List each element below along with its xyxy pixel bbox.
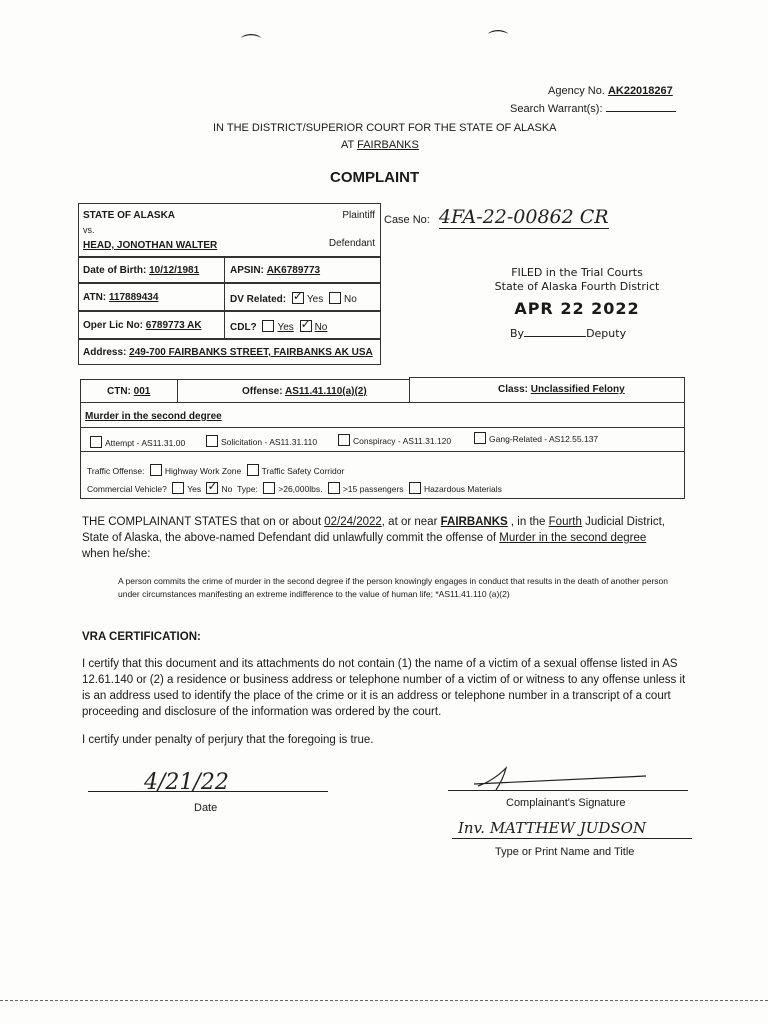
ctn-value: 001 bbox=[133, 386, 151, 397]
type-passengers-checkbox[interactable] bbox=[328, 482, 340, 494]
perjury-statement: I certify under penalty of perjury that the foregoing is true. bbox=[82, 734, 374, 746]
statement: THE COMPLAINANT STATES that on or about 02/24/2022, at or near FAIRBANKS , in the Fourth Judicial District, State of Alaska, the above-named Defendant did unlawfully commit the offense of Murder in the second degree when he/she: bbox=[82, 516, 665, 560]
stamp-line-1: FILED in the Trial Courts bbox=[511, 266, 643, 279]
traffic-cell: Traffic Offense: Highway Work Zone Traffic Safety Corridor Commercial Vehicle? Yes ✓ No Type: >26,000lbs. >15 passengers Hazardous Materials bbox=[80, 451, 685, 499]
defendant-name: HEAD, JONOTHAN WALTER bbox=[83, 240, 218, 251]
stamp-date: APR 22 2022 bbox=[514, 299, 640, 318]
vra-text: I certify that this document and its attachments do not contain (1) the name of a victim of a sexual offense listed in AS 12.61.140 or (2) a residence or business address or telephone number of a victim of or witness to any offense unless it is an address used to identify the place of the crime or it is an address or telephone number in a transcript of a court proceeding and disclosure of the information was ordered by the court. bbox=[82, 658, 686, 718]
date-line bbox=[88, 791, 328, 792]
dv-no-checkbox[interactable] bbox=[329, 292, 341, 304]
signature-line bbox=[448, 790, 688, 791]
hole-mark-left: ⌒ bbox=[241, 34, 261, 56]
dob-value: 10/12/1981 bbox=[149, 265, 200, 276]
ctn-cell: CTN: 001 bbox=[80, 379, 178, 403]
conspiracy-checkbox[interactable] bbox=[338, 434, 350, 446]
search-warrant bbox=[510, 103, 676, 115]
name-title-label: Type or Print Name and Title bbox=[495, 846, 635, 858]
signature-label: Complainant's Signature bbox=[506, 797, 626, 809]
agency-label: Agency No. bbox=[548, 85, 605, 97]
offense-place: FAIRBANKS bbox=[440, 516, 508, 528]
agency-number bbox=[548, 85, 673, 97]
dv-cell: DV Related: ✓ Yes No bbox=[224, 283, 381, 311]
defendant-label: Defendant bbox=[328, 238, 375, 249]
atn-value: 117889434 bbox=[108, 292, 159, 303]
highway-checkbox[interactable] bbox=[150, 464, 162, 476]
vs-label: vs. bbox=[83, 225, 95, 235]
plaintiff-name: STATE OF ALASKA bbox=[83, 210, 176, 221]
plaintiff-label: Plaintiff bbox=[342, 210, 375, 221]
date-label: Date bbox=[194, 802, 218, 814]
address-value: 249-700 FAIRBANKS STREET, FAIRBANKS AK USA bbox=[129, 347, 373, 358]
class-cell: Class: Unclassified Felony bbox=[409, 377, 685, 403]
parties-cell bbox=[78, 203, 381, 257]
class-value: Unclassified Felony bbox=[530, 384, 625, 395]
page-title: COMPLAINT bbox=[330, 169, 420, 186]
gang-checkbox[interactable] bbox=[474, 432, 486, 444]
filed-stamp: FILED in the Trial Courts State of Alaska Fourth District APR 22 2022 By Deputy bbox=[492, 266, 662, 340]
court-location: FAIRBANKS bbox=[357, 139, 419, 151]
court-at: AT FAIRBANKS bbox=[341, 139, 419, 151]
stamp-line-2: State of Alaska Fourth District bbox=[494, 280, 660, 293]
safety-checkbox[interactable] bbox=[247, 464, 259, 476]
dv-yes-checkbox[interactable] bbox=[292, 292, 304, 304]
modifiers-cell: Attempt - AS11.31.00 Solicitation - AS11.31.110 Conspiracy - AS11.31.120 Gang-Related - AS12.55.137 bbox=[80, 427, 685, 452]
attempt-checkbox[interactable] bbox=[90, 436, 102, 448]
cv-no-checkbox[interactable] bbox=[206, 482, 218, 494]
court-line: IN THE DISTRICT/SUPERIOR COURT FOR THE STATE OF ALASKA bbox=[213, 122, 557, 134]
case-number bbox=[384, 206, 609, 228]
case-label: Case No: bbox=[384, 214, 430, 226]
district: Fourth bbox=[548, 516, 582, 528]
offense-value: AS11.41.110(a)(2) bbox=[284, 386, 367, 397]
oper-cell: Oper Lic No: 6789773 AK bbox=[78, 311, 225, 339]
bottom-rule bbox=[0, 1000, 768, 1001]
cv-yes-checkbox[interactable] bbox=[172, 482, 184, 494]
name-line bbox=[452, 838, 692, 839]
oper-value: 6789773 AK bbox=[145, 320, 202, 331]
vra-heading: VRA CERTIFICATION: bbox=[82, 631, 201, 643]
apsin-value: AK6789773 bbox=[266, 265, 321, 276]
solicitation-checkbox[interactable] bbox=[206, 435, 218, 447]
apsin-cell: APSIN: AK6789773 bbox=[224, 257, 381, 283]
type-weight-checkbox[interactable] bbox=[263, 482, 275, 494]
statement-offense: Murder in the second degree bbox=[499, 532, 647, 544]
offense-definition: A person commits the crime of murder in the second degree if the person knowingly engages in conduct that results in the death of another person under circumstances manifesting an extreme indifference to the value of human life; *AS11.41.110 (a)(2) bbox=[118, 576, 668, 599]
case-value: 4FA-22-00862 CR bbox=[438, 206, 609, 228]
warrant-label: Search Warrant(s): bbox=[510, 103, 603, 115]
offense-name: Murder in the second degree bbox=[85, 411, 222, 422]
dob-cell: Date of Birth: 10/12/1981 bbox=[78, 257, 225, 283]
cdl-cell: CDL? Yes ✓ No bbox=[224, 311, 381, 339]
offense-date: 02/24/2022 bbox=[324, 516, 382, 528]
cdl-no-checkbox[interactable] bbox=[300, 320, 312, 332]
offense-name-cell bbox=[80, 402, 685, 428]
printed-name: Inv. MATTHEW JUDSON bbox=[458, 819, 647, 837]
signed-date: 4/21/22 bbox=[144, 770, 229, 795]
atn-cell: ATN: 117889434 bbox=[78, 283, 225, 311]
hole-mark-right: ⌒ bbox=[488, 30, 508, 52]
address-cell: Address: 249-700 FAIRBANKS STREET, FAIRBANKS AK USA bbox=[78, 339, 381, 365]
agency-value: AK22018267 bbox=[607, 85, 673, 97]
type-hazmat-checkbox[interactable] bbox=[409, 482, 421, 494]
offense-cell: Offense: AS11.41.110(a)(2) bbox=[177, 379, 410, 403]
cdl-yes-checkbox[interactable] bbox=[262, 320, 274, 332]
